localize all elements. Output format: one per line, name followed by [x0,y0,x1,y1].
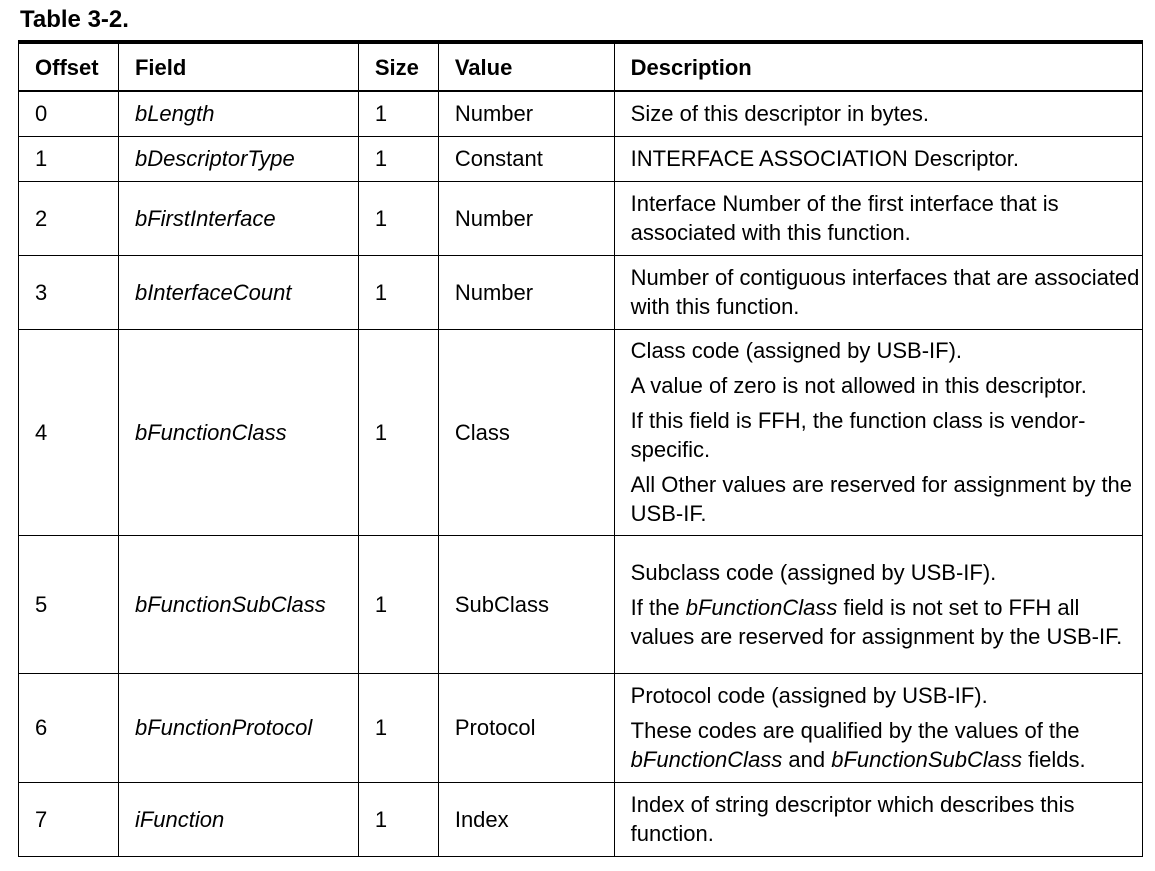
cell-offset: 5 [19,535,119,673]
description-text: All Other values are reserved for assignment by the USB-IF. [630,472,1133,526]
cell-description [614,673,1142,782]
cell-description [614,782,1142,856]
cell-offset: 2 [19,181,119,255]
description-text: Index of string descriptor which describes this function. [630,792,1075,846]
description-text: Interface Number of the first interface that is associated with this function. [630,191,1059,245]
table-row [19,535,1143,673]
cell-offset: 1 [19,136,119,181]
cell-offset: 7 [19,782,119,856]
cell-size: 1 [358,782,438,856]
table-row [19,255,1143,329]
header-offset: Offset [19,42,119,91]
table-caption: Table 3-2. [20,6,129,33]
header-description: Description [614,42,1142,91]
cell-value: Number [438,255,614,329]
cell-field: bInterfaceCount [118,255,358,329]
cell-size: 1 [358,181,438,255]
cell-size: 1 [358,329,438,535]
cell-value: Index [438,782,614,856]
cell-size: 1 [358,255,438,329]
field-reference: bFunctionClass [630,747,783,772]
description-text: If this field is FFH, the function class is vendor-specific. [630,408,1086,462]
description-text: Size of this descriptor in bytes. [630,101,930,127]
description-text: Class code (assigned by USB-IF). [630,338,963,363]
description-text: A value of zero is not allowed in this descriptor. [630,373,1087,398]
description-paragraph [631,336,1142,365]
table-row [19,136,1143,181]
cell-description [614,136,1142,181]
cell-field: bFunctionProtocol [118,673,358,782]
cell-field: bLength [118,91,358,136]
description-paragraph [631,558,1142,587]
header-value: Value [438,42,614,91]
cell-size: 1 [358,136,438,181]
cell-description [614,329,1142,535]
description-text: fields. [1022,747,1086,772]
cell-offset: 0 [19,91,119,136]
cell-value: Protocol [438,673,614,782]
header-size: Size [358,42,438,91]
cell-size: 1 [358,535,438,673]
description-paragraph [631,790,1142,848]
cell-offset: 4 [19,329,119,535]
cell-description [614,91,1142,136]
field-reference: bFunctionSubClass [831,747,1023,772]
cell-value: Number [438,91,614,136]
description-paragraph [631,371,1142,400]
cell-value: Class [438,329,614,535]
cell-value: Number [438,181,614,255]
cell-size: 1 [358,91,438,136]
description-paragraph [631,470,1142,528]
cell-description [614,181,1142,255]
cell-field: bFunctionClass [118,329,358,535]
cell-field: iFunction [118,782,358,856]
description-text: INTERFACE ASSOCIATION Descriptor. [630,146,1020,171]
description-paragraph [631,263,1142,321]
cell-value: SubClass [438,535,614,673]
table-row [19,782,1143,856]
cell-field: bDescriptorType [118,136,358,181]
table-body [19,91,1143,856]
description-text: Subclass code (assigned by USB-IF). [630,559,997,585]
header-field: Field [118,42,358,91]
description-paragraph [631,189,1142,247]
description-paragraph [631,144,1142,173]
description-text: Number of contiguous interfaces that are associated with this function. [630,265,1140,319]
table-row [19,329,1143,535]
description-paragraph [631,593,1142,651]
table-row [19,181,1143,255]
description-paragraph [631,716,1142,774]
cell-field: bFirstInterface [118,181,358,255]
table-row [19,673,1143,782]
cell-size: 1 [358,673,438,782]
description-text: Protocol code (assigned by USB-IF). [630,683,988,708]
header-row [19,42,1143,91]
cell-description [614,255,1142,329]
description-paragraph [631,406,1142,464]
cell-offset: 6 [19,673,119,782]
cell-field: bFunctionSubClass [118,535,358,673]
description-text: and [782,747,832,772]
description-text: These codes are qualified by the values of the [630,718,1080,743]
cell-description [614,535,1142,673]
description-paragraph [631,99,1142,128]
description-text: If the [630,594,686,620]
field-reference: bFunctionClass [685,594,838,620]
descriptor-table [18,40,1143,857]
table-row [19,91,1143,136]
cell-value: Constant [438,136,614,181]
description-paragraph [631,681,1142,710]
description-text: field is not set to FFH all values are reserved for assignment by the USB-IF. [630,594,1123,649]
cell-offset: 3 [19,255,119,329]
